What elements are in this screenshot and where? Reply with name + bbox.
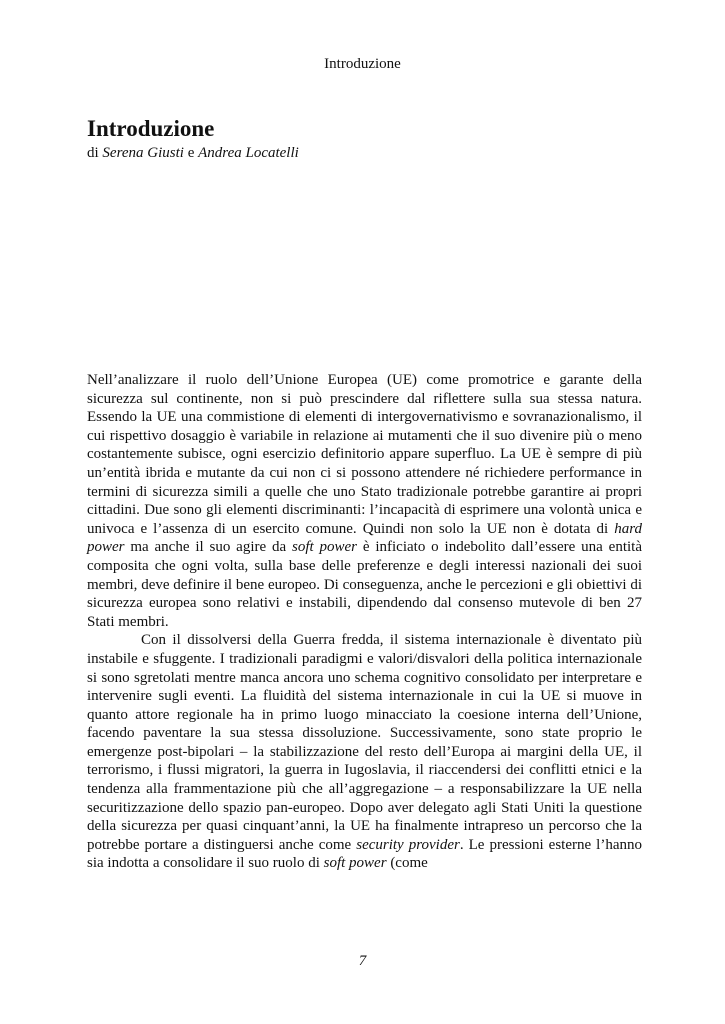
text-run: Con il dissolversi della Guerra fredda, il sistema internazionale è diventato più instabile e sfuggente. I tradizionali paradigmi e valori/disvalori della politica internazionale si sono sgretolati mentre manca ancora uno schema cognitivo consolidato per interpretare e intervenire sugli eventi. La fluidità del sistema internazionale in cui la UE si muove in quanto attore regionale ha in primo luogo minacciato la coesione interna dell’Unione, facendo paventare la sua stessa dissoluzione. Successivamente, sono state proprio le emergenze post-bipolari – la stabilizzazione del resto dell’Europa ai margini della UE, il terrorismo, i flussi migratori, la guerra in Iugoslavia, il riaccendersi dei conflitti etnici e la tendenza alla frammentazione più che all’aggregazione – a responsabilizzare la UE nella securitizzazione dello spazio pan-europeo. Dopo aver delegato agli Stati Uniti la questione della sicurezza per quasi cinquant’anni, la UE ha finalmente intrapreso un percorso che la potrebbe portare a distinguersi anche come <box>87 632 642 853</box>
text-run: è inficiato o indebolito dall’essere una entità composita che ogni volta, sulla base delle preferenze e degli interessi nazionali dei suoi membri, deve definire il bene europeo. Di conseguenza, anche le percezioni e gli obiettivi di sicurezza europea sono relativi e instabili, dipendendo dal consenso mutevole di ben 27 Stati membri. <box>87 539 642 630</box>
text-run: Nell’analizzare il ruolo dell’Unione Europea (UE) come promotrice e garante della sicurezza sul continente, non si può prescindere dal riflettere sulla sua stessa natura. Essendo la UE una commistione di elementi di intergovernativismo e sovranazionalismo, il cui rispettivo dosaggio è variabile in relazione ai mutamenti che il suo divenire più o meno costantemente subisce, ogni esercizio definitorio appare superfluo. La UE è sempre di più un’entità ibrida e mutante da cui non ci si possono attendere né richiedere performance in termini di sicurezza simili a quelle che uno Stato tradizionale potrebbe garantire ai propri cittadini. Due sono gli elementi discriminanti: l’incapacità di esprimere una volontà unica e univoca e l’assenza di un esercito comune. Quindi non solo la UE non è dotata di <box>87 372 642 537</box>
byline-conjunction: e <box>187 145 195 161</box>
author-name: Andrea Locatelli <box>198 145 299 161</box>
emphasis: soft power <box>292 539 358 556</box>
byline-prefix: di <box>87 145 99 161</box>
author-name: Serena Giusti <box>102 145 184 161</box>
emphasis: security provider <box>356 836 460 853</box>
byline <box>87 145 299 162</box>
page-number: 7 <box>358 953 367 969</box>
paragraph <box>87 631 642 873</box>
running-header: Introduzione <box>324 56 401 72</box>
paragraph <box>87 371 642 631</box>
emphasis: soft power <box>323 855 387 872</box>
chapter-title: Introduzione <box>87 116 215 141</box>
text-run: ma anche il suo agire da <box>124 539 292 556</box>
body-text <box>87 371 642 873</box>
emphasis: hard power <box>87 520 642 556</box>
text-run: (come <box>386 855 428 872</box>
text-run: . Le pressioni esterne l’hanno sia indotta a consolidare il suo ruolo di <box>87 836 642 872</box>
